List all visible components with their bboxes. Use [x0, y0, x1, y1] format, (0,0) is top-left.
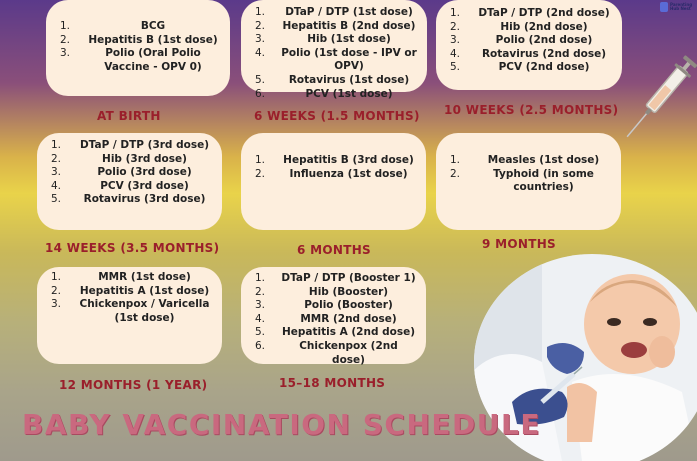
- vaccine-name: PCV (1st dose): [305, 87, 393, 100]
- vaccine-name: Rotavirus (2nd dose): [481, 47, 607, 60]
- item-number: 3.: [51, 298, 62, 311]
- vaccine-list-item: [45, 285, 212, 299]
- label-14-weeks: 14 WEEKS (3.5 MONTHS): [45, 241, 220, 255]
- vaccine-name: Hib (1st dose): [307, 33, 391, 46]
- vaccine-list-item: [249, 33, 417, 47]
- item-number: 1.: [60, 20, 71, 32]
- label-6-months: 6 MONTHS: [297, 243, 371, 257]
- vaccine-list-item: [249, 6, 417, 20]
- brand-line2: Hub Nest: [670, 6, 691, 11]
- vaccine-name: Hib (2nd dose): [500, 20, 588, 33]
- item-number: 5.: [255, 326, 266, 339]
- vaccine-name: BCG: [140, 20, 166, 32]
- card-15-18-months: [241, 267, 426, 364]
- item-number: 3.: [450, 34, 461, 47]
- vaccine-list-item: [45, 271, 212, 285]
- item-number: 5.: [255, 73, 266, 86]
- item-number: 2.: [450, 167, 461, 180]
- syringe-icon: [618, 50, 697, 150]
- vaccine-name: Hepatitis B (1st dose): [88, 33, 218, 46]
- card-at-birth: [46, 0, 230, 96]
- vaccine-name: Influenza (1st dose): [289, 167, 408, 180]
- vaccine-name: Typhoid (in some countries): [493, 167, 594, 194]
- vaccine-list-item: [45, 139, 212, 153]
- brand-logo-text: [670, 3, 692, 12]
- item-number: 2.: [450, 20, 461, 33]
- vaccine-name: DTaP / DTP (Booster 1): [281, 272, 416, 284]
- item-number: 3.: [60, 47, 71, 60]
- item-number: 3.: [255, 33, 266, 46]
- vaccine-name: Chickenpox (2nd dose): [299, 339, 398, 366]
- item-number: 2.: [60, 33, 71, 46]
- vaccine-list-item: [249, 47, 417, 74]
- vaccine-list-item: [444, 154, 611, 168]
- vaccine-name: MMR (2nd dose): [300, 312, 397, 325]
- vaccine-list-item: [54, 20, 220, 34]
- item-number: 4.: [450, 47, 461, 60]
- page-title: BABY VACCINATION SCHEDULE: [22, 408, 541, 441]
- item-number: 1.: [450, 154, 461, 166]
- item-number: 1.: [255, 272, 266, 284]
- vaccine-list-item: [249, 299, 416, 313]
- item-number: 2.: [255, 19, 266, 32]
- vaccine-name: DTaP / DTP (1st dose): [285, 6, 413, 18]
- card-14-weeks: [37, 133, 222, 230]
- item-number: 4.: [51, 179, 62, 192]
- vaccine-list-item: [249, 286, 416, 300]
- vaccine-list-item: [444, 48, 612, 62]
- item-number: 2.: [255, 167, 266, 180]
- label-6-weeks: 6 WEEKS (1.5 MONTHS): [254, 109, 420, 123]
- vaccine-name: PCV (3rd dose): [100, 179, 189, 192]
- vaccine-list-item: [45, 180, 212, 194]
- vaccine-list-item: [249, 154, 416, 168]
- vaccine-list-item: [444, 34, 612, 48]
- item-number: 1.: [255, 154, 266, 166]
- item-number: 1.: [255, 6, 266, 18]
- vaccine-list-item: [249, 326, 416, 340]
- vaccine-list-item: [45, 298, 212, 325]
- item-number: 2.: [51, 284, 62, 297]
- item-number: 1.: [51, 271, 62, 283]
- item-number: 4.: [255, 46, 266, 59]
- vaccine-list-item: [249, 272, 416, 286]
- vaccine-list-item: [249, 340, 416, 367]
- item-number: 3.: [51, 166, 62, 179]
- label-12-months: 12 MONTHS (1 YEAR): [59, 378, 208, 392]
- item-number: 5.: [450, 61, 461, 74]
- vaccine-name: Hib (Booster): [308, 285, 389, 298]
- vaccine-list-item: [45, 193, 212, 207]
- label-at-birth: AT BIRTH: [97, 109, 161, 123]
- vaccine-name: DTaP / DTP (3rd dose): [79, 139, 210, 151]
- item-number: 4.: [255, 312, 266, 325]
- vaccine-list-item: [249, 168, 416, 182]
- item-number: 1.: [450, 7, 461, 19]
- vaccine-list-item: [444, 21, 612, 35]
- brand-logo: [660, 2, 692, 12]
- card-12-months: [37, 267, 222, 364]
- vaccine-name: MMR (1st dose): [98, 271, 191, 283]
- vaccine-name: Polio (Booster): [304, 299, 393, 312]
- vaccine-name: Rotavirus (3rd dose): [83, 193, 206, 206]
- item-number: 2.: [51, 152, 62, 165]
- item-number: 1.: [51, 139, 62, 151]
- label-15-18-months: 15–18 MONTHS: [279, 376, 386, 390]
- item-number: 6.: [255, 339, 266, 352]
- vaccine-list-item: [249, 20, 417, 34]
- vaccine-name: Hib (3rd dose): [102, 152, 187, 165]
- brand-line1: Parenting: [670, 1, 693, 7]
- vaccine-name: Rotavirus (1st dose): [288, 73, 410, 86]
- label-9-months: 9 MONTHS: [482, 237, 556, 251]
- vaccine-list-item: [54, 47, 220, 74]
- vaccine-name: DTaP / DTP (2nd dose): [478, 7, 610, 19]
- vaccine-name: Polio (3rd dose): [97, 166, 192, 179]
- card-6-weeks: [241, 0, 427, 100]
- vaccine-name: Hepatitis A (2nd dose): [281, 326, 416, 339]
- label-10-weeks: 10 WEEKS (2.5 MONTHS): [444, 103, 619, 117]
- vaccine-name: Polio (Oral Polio Vaccine - OPV 0): [104, 47, 202, 73]
- vaccine-list-item: [444, 7, 612, 21]
- item-number: 6.: [255, 87, 266, 100]
- card-9-months: [436, 133, 621, 230]
- vaccine-list-item: [249, 74, 417, 88]
- vaccine-list-item: [444, 168, 611, 195]
- vaccine-name: Polio (1st dose - IPV or OPV): [281, 46, 417, 73]
- item-number: 5.: [51, 193, 62, 206]
- card-6-months: [241, 133, 426, 230]
- vaccine-name: Hepatitis B (2nd dose): [282, 19, 416, 32]
- vaccine-name: PCV (2nd dose): [498, 61, 590, 74]
- vaccine-name: Measles (1st dose): [487, 154, 600, 166]
- card-10-weeks: [436, 0, 622, 90]
- vaccine-list-item: [45, 153, 212, 167]
- vaccine-name: Polio (2nd dose): [495, 34, 593, 47]
- vaccine-name: Hepatitis B (3rd dose): [283, 154, 414, 166]
- vaccine-name: Hepatitis A (1st dose): [79, 284, 210, 297]
- item-number: 3.: [255, 299, 266, 312]
- vaccine-list-item: [249, 313, 416, 327]
- vaccine-list-item: [54, 34, 220, 48]
- vaccine-list-item: [45, 166, 212, 180]
- brand-logo-icon: [660, 2, 668, 12]
- item-number: 2.: [255, 285, 266, 298]
- vaccine-list-item: [249, 88, 417, 102]
- vaccine-name: Chickenpox / Varicella (1st dose): [79, 298, 210, 324]
- vaccine-list-item: [444, 61, 612, 75]
